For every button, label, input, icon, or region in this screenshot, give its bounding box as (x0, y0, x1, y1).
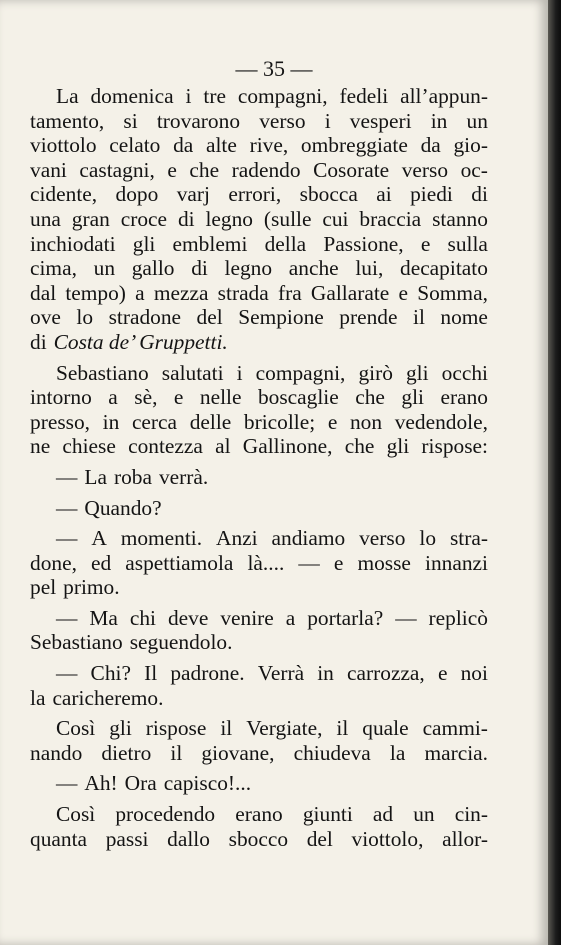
word: primo. (63, 575, 120, 600)
word: momenti. (120, 526, 203, 551)
word: allor- (442, 826, 488, 851)
word: (sulle (263, 206, 312, 231)
word: fra (277, 280, 302, 305)
word: il (220, 716, 233, 741)
word: tempo) (65, 280, 126, 305)
word: innanzi (425, 550, 488, 575)
word: dal (30, 280, 57, 305)
word: La (84, 464, 107, 489)
word: che (189, 157, 220, 182)
word: ai (376, 182, 392, 207)
word: portarla? (307, 605, 384, 630)
word: nando (30, 740, 83, 765)
word: Passione, (323, 231, 404, 256)
word: strada (217, 280, 269, 305)
word: Così (56, 716, 96, 741)
word: stradone (108, 305, 182, 330)
word: all’appun- (400, 84, 488, 108)
word: Il (144, 661, 158, 686)
text-line (30, 630, 488, 655)
word: mezza (153, 280, 209, 305)
word: cin- (454, 802, 488, 827)
word: quale (362, 716, 409, 741)
word: capisco!... (163, 771, 252, 796)
word: caricheremo. (52, 685, 164, 710)
text-line (30, 182, 488, 207)
word: Quando? (84, 495, 162, 520)
word: i (185, 84, 192, 108)
word: viottolo, (351, 826, 424, 851)
word: padrone. (170, 661, 245, 686)
word: e (173, 385, 184, 410)
word: cima, (30, 256, 77, 281)
text-line (30, 256, 488, 281)
word: marcia. (424, 740, 488, 765)
word: gli (401, 385, 424, 410)
word: di (30, 329, 47, 354)
word: un (466, 108, 488, 133)
text-line (30, 496, 488, 521)
word: Vergiate, (246, 716, 323, 741)
word: legno (224, 256, 273, 281)
word: gio- (453, 133, 488, 158)
word: cidente, (30, 182, 98, 207)
word: passi (105, 826, 149, 851)
word: noi (460, 661, 488, 686)
word: roba (113, 464, 152, 489)
word: croce (120, 206, 168, 231)
word: Gallinone, (242, 434, 333, 459)
word: lo (76, 305, 94, 330)
word: il (413, 305, 425, 330)
word: carrozza, (347, 661, 425, 686)
word: e (398, 280, 408, 305)
text-line (30, 465, 488, 490)
text-line (30, 771, 488, 796)
word: — (298, 550, 320, 575)
word: e (437, 661, 448, 686)
word: erano (235, 802, 283, 827)
text-line (30, 686, 488, 711)
word: vedendole, (394, 409, 488, 434)
word: errori, (228, 182, 282, 207)
word: Ah! (84, 771, 118, 796)
word: piedi (410, 182, 453, 207)
word: sulla (447, 231, 488, 256)
word: del (306, 826, 333, 851)
text-line (30, 385, 488, 410)
word: presso, (30, 409, 91, 434)
word: Chi? (90, 661, 131, 686)
word: dallo (167, 826, 210, 851)
word: vesperi (349, 108, 412, 133)
word: stra- (449, 526, 488, 551)
word: fedeli (339, 84, 389, 108)
word: anche (288, 256, 339, 281)
word: verso (401, 157, 449, 182)
word: tre (203, 84, 226, 108)
word: da (420, 133, 441, 158)
word: deve (167, 605, 209, 630)
word: Gallarate (310, 280, 390, 305)
word: a (285, 605, 296, 630)
word: varj (176, 182, 210, 207)
word: una (30, 206, 61, 231)
word: braccia (359, 206, 422, 231)
word: venire (220, 605, 274, 630)
word: compagni, (237, 84, 328, 108)
text-line (30, 361, 488, 386)
page-number: — 35 — (235, 56, 313, 81)
text-line (30, 158, 488, 183)
word: delle (189, 409, 232, 434)
word: chiudeva (293, 740, 371, 765)
word: sbocco (228, 826, 289, 851)
word: replicò (428, 605, 488, 630)
word: cui (322, 206, 349, 231)
word: sè, (134, 385, 158, 410)
word: non (349, 409, 383, 434)
word: i (324, 108, 331, 133)
word: — (56, 526, 78, 551)
word: là.... (247, 550, 285, 575)
book-spine-shadow (548, 0, 561, 945)
word: — (56, 771, 78, 796)
word: quanta (30, 826, 88, 851)
word: Costa de’ Gruppetti. (53, 329, 228, 354)
word: rispose (145, 716, 207, 741)
word: gran (71, 206, 110, 231)
text-line (30, 661, 488, 686)
word: lui, (355, 256, 384, 281)
word: boscaglie (257, 385, 339, 410)
word: verrà. (158, 464, 209, 489)
word: la (389, 740, 406, 765)
word: gli (405, 360, 429, 385)
word: seguendolo. (129, 630, 233, 655)
word: del (196, 305, 223, 330)
word: a (135, 280, 145, 305)
word: ad (372, 802, 394, 827)
text-line (30, 133, 488, 158)
word: A (91, 526, 107, 551)
word: nome (440, 305, 488, 330)
word: Sempione (238, 305, 324, 330)
word: un (93, 256, 116, 281)
word: in (102, 409, 120, 434)
word: in (430, 108, 448, 133)
text-line (30, 827, 488, 852)
word: che (344, 434, 375, 459)
text-line (30, 741, 488, 766)
word: lo (419, 526, 437, 551)
word: chi (129, 605, 156, 630)
text-line (30, 207, 488, 232)
word: e (420, 231, 431, 256)
word: e (333, 550, 344, 575)
text-line (30, 716, 488, 741)
word: cerca (131, 409, 178, 434)
word: la (30, 685, 46, 710)
word: castagni, (79, 157, 155, 182)
word: — (56, 605, 78, 630)
word: pel (30, 575, 57, 600)
text-line (30, 305, 488, 330)
word: compagni, (255, 360, 346, 385)
word: Sebastiano (56, 360, 149, 385)
word: dietro (101, 740, 152, 765)
word: al (215, 434, 231, 459)
text-line (30, 606, 488, 631)
word: Somma, (417, 280, 488, 305)
word: — (56, 464, 78, 489)
word: prende (339, 305, 398, 330)
word: Sebastiano (30, 630, 123, 655)
word: stanno (432, 206, 488, 231)
word: intorno (30, 385, 92, 410)
word: giunti (302, 802, 353, 827)
word: ove (30, 305, 61, 330)
word: il (336, 716, 349, 741)
word: di (471, 182, 488, 207)
word: celato (109, 133, 161, 158)
word: Così (56, 802, 96, 827)
word: alte (206, 133, 237, 158)
word: — (56, 661, 78, 686)
text-line (30, 281, 488, 306)
word: di (177, 206, 195, 231)
word: in (317, 661, 334, 686)
word: ne (30, 434, 51, 459)
word: inchiodati (30, 231, 116, 256)
text-line (30, 551, 488, 576)
word: — (56, 495, 78, 520)
word: dopo (115, 182, 159, 207)
word: contezza (128, 434, 203, 459)
word: gli (132, 231, 156, 256)
word: cammi- (422, 716, 488, 741)
word: a (108, 385, 118, 410)
word: erano (440, 385, 488, 410)
text-line (30, 232, 488, 257)
word: gli (109, 716, 132, 741)
word: della (264, 231, 307, 256)
word: gli (386, 434, 410, 459)
word: ombreggiate (300, 133, 408, 158)
word: vani (30, 157, 67, 182)
word: tamento, (30, 108, 105, 133)
word: Ma (89, 605, 118, 630)
word: giovane, (201, 740, 275, 765)
text-line (30, 575, 488, 600)
word: emblemi (172, 231, 248, 256)
text-line (30, 109, 488, 134)
word: La (56, 84, 79, 108)
word: il (170, 740, 183, 765)
word: nelle (199, 385, 242, 410)
word: un (413, 802, 435, 827)
text-line (30, 84, 488, 109)
text-line (30, 526, 488, 551)
word: decapitato (400, 256, 488, 281)
text-line (30, 330, 488, 355)
word: Anzi (216, 526, 258, 551)
word: sbocca (299, 182, 358, 207)
word: legno (205, 206, 254, 231)
word: si (123, 108, 138, 133)
word: — (395, 605, 417, 630)
word: oc- (460, 157, 488, 182)
word: verso (359, 526, 406, 551)
text-line (30, 434, 488, 459)
word: aspettiamola (125, 550, 234, 575)
word: chiese (62, 434, 116, 459)
word: occhi (441, 360, 488, 385)
word: mosse (357, 550, 411, 575)
word: rive, (249, 133, 289, 158)
text-line (30, 802, 488, 827)
word: procedendo (115, 802, 216, 827)
text-line (30, 410, 488, 435)
word: radendo (231, 157, 301, 182)
body-text (30, 84, 488, 851)
word: i (236, 360, 243, 385)
word: ed (91, 550, 112, 575)
word: bricolle; (243, 409, 316, 434)
word: andiamo (271, 526, 346, 551)
word: salutati (161, 360, 224, 385)
word: Verrà (257, 661, 305, 686)
word: domenica (90, 84, 174, 108)
word: viottolo (30, 133, 97, 158)
word: Ora (124, 771, 157, 796)
word: e (167, 157, 177, 182)
word: da (173, 133, 194, 158)
word: girò (358, 360, 393, 385)
word: gallo (131, 256, 175, 281)
word: che (355, 385, 385, 410)
word: verso (259, 108, 306, 133)
word: Cosorate (313, 157, 390, 182)
word: done, (30, 550, 77, 575)
word: e (327, 409, 338, 434)
word: rispose: (421, 434, 488, 459)
word: trovarono (156, 108, 241, 133)
word: di (191, 256, 208, 281)
